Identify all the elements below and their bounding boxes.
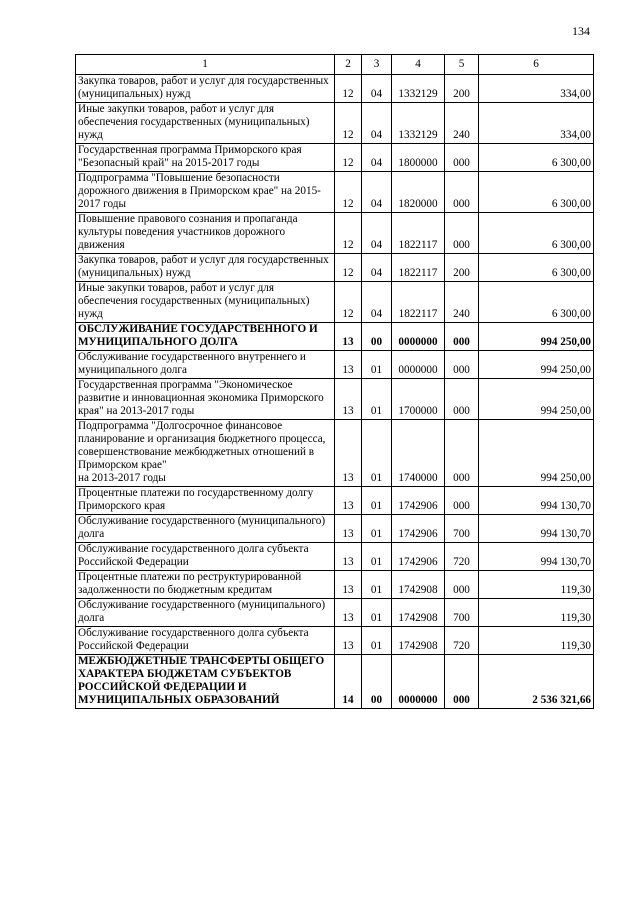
row-amount: 994 130,70 xyxy=(479,515,594,543)
row-subsection: 00 xyxy=(362,323,392,351)
row-amount: 994 250,00 xyxy=(479,420,594,487)
row-amount: 6 300,00 xyxy=(479,213,594,254)
row-target-code: 0000000 xyxy=(392,351,445,379)
row-expense-type: 720 xyxy=(445,543,479,571)
row-expense-type: 000 xyxy=(445,172,479,213)
row-amount: 119,30 xyxy=(479,571,594,599)
table-row xyxy=(76,571,594,599)
row-section: 13 xyxy=(335,515,362,543)
row-subsection: 01 xyxy=(362,571,392,599)
row-section: 13 xyxy=(335,543,362,571)
table-body xyxy=(76,75,594,709)
row-section: 13 xyxy=(335,599,362,627)
row-section: 12 xyxy=(335,103,362,144)
row-subsection: 01 xyxy=(362,420,392,487)
row-expense-type: 700 xyxy=(445,599,479,627)
row-section: 12 xyxy=(335,254,362,282)
page-number: 134 xyxy=(572,24,590,38)
row-subsection: 04 xyxy=(362,75,392,103)
header-col-2: 2 xyxy=(335,55,362,75)
row-amount: 994 250,00 xyxy=(479,379,594,420)
row-subsection: 04 xyxy=(362,254,392,282)
row-target-code: 1822117 xyxy=(392,254,445,282)
row-section: 13 xyxy=(335,627,362,655)
row-section: 13 xyxy=(335,571,362,599)
row-expense-type: 000 xyxy=(445,487,479,515)
row-subsection: 04 xyxy=(362,172,392,213)
table-row xyxy=(76,655,594,709)
row-name: Процентные платежи по государственному долгу Приморского края xyxy=(76,487,335,515)
row-target-code: 1742906 xyxy=(392,543,445,571)
row-section: 13 xyxy=(335,487,362,515)
row-expense-type: 000 xyxy=(445,351,479,379)
row-name: Повышение правового сознания и пропаганда культуры поведения участников дорожного движения xyxy=(76,213,335,254)
table-row xyxy=(76,351,594,379)
row-target-code: 0000000 xyxy=(392,655,445,709)
row-expense-type: 000 xyxy=(445,323,479,351)
row-name: МЕЖБЮДЖЕТНЫЕ ТРАНСФЕРТЫ ОБЩЕГО ХАРАКТЕРА БЮДЖЕТАМ СУБЪЕКТОВ РОССИЙСКОЙ ФЕДЕРАЦИИ И МУНИЦИПАЛЬНЫХ ОБРАЗОВАНИЙ xyxy=(76,655,335,709)
row-target-code: 1822117 xyxy=(392,213,445,254)
table-header xyxy=(76,55,594,75)
row-expense-type: 240 xyxy=(445,282,479,323)
table-row xyxy=(76,515,594,543)
row-expense-type: 200 xyxy=(445,75,479,103)
row-target-code: 1740000 xyxy=(392,420,445,487)
row-subsection: 04 xyxy=(362,144,392,172)
row-section: 14 xyxy=(335,655,362,709)
row-name: Обслуживание государственного внутреннего и муниципального долга xyxy=(76,351,335,379)
row-name: Подпрограмма "Повышение безопасности дорожного движения в Приморском крае" на 2015-2017 годы xyxy=(76,172,335,213)
row-name: Обслуживание государственного (муниципального) долга xyxy=(76,515,335,543)
row-amount: 6 300,00 xyxy=(479,282,594,323)
row-target-code: 1820000 xyxy=(392,172,445,213)
row-amount: 119,30 xyxy=(479,627,594,655)
row-section: 13 xyxy=(335,351,362,379)
row-amount: 6 300,00 xyxy=(479,144,594,172)
table-row xyxy=(76,487,594,515)
row-subsection: 04 xyxy=(362,103,392,144)
row-name: Обслуживание государственного долга субъекта Российской Федерации xyxy=(76,627,335,655)
row-section: 13 xyxy=(335,379,362,420)
row-amount: 994 250,00 xyxy=(479,351,594,379)
row-subsection: 04 xyxy=(362,213,392,254)
row-target-code: 1742908 xyxy=(392,571,445,599)
row-name: Государственная программа "Экономическое развитие и инновационная экономика Приморского края" на 2013-2017 годы xyxy=(76,379,335,420)
header-col-1: 1 xyxy=(76,55,335,75)
row-amount: 994 130,70 xyxy=(479,487,594,515)
row-amount: 6 300,00 xyxy=(479,172,594,213)
row-section: 13 xyxy=(335,323,362,351)
row-amount: 334,00 xyxy=(479,75,594,103)
budget-table xyxy=(75,54,594,709)
row-name: Подпрограмма "Долгосрочное финансовое планирование и организация бюджетного процесса, совершенствование межбюджетных отношений в Приморском крае" на 2013-2017 годы xyxy=(76,420,335,487)
row-subsection: 01 xyxy=(362,627,392,655)
row-expense-type: 000 xyxy=(445,379,479,420)
row-expense-type: 240 xyxy=(445,103,479,144)
row-subsection: 01 xyxy=(362,351,392,379)
header-col-6: 6 xyxy=(479,55,594,75)
row-name: Закупка товаров, работ и услуг для государственных (муниципальных) нужд xyxy=(76,75,335,103)
row-name: Иные закупки товаров, работ и услуг для обеспечения государственных (муниципальных) нужд xyxy=(76,103,335,144)
row-section: 13 xyxy=(335,420,362,487)
header-col-5: 5 xyxy=(445,55,479,75)
row-target-code: 1742908 xyxy=(392,599,445,627)
header-row xyxy=(76,55,594,75)
row-section: 12 xyxy=(335,75,362,103)
row-subsection: 01 xyxy=(362,379,392,420)
row-section: 12 xyxy=(335,144,362,172)
row-target-code: 1822117 xyxy=(392,282,445,323)
row-expense-type: 200 xyxy=(445,254,479,282)
header-col-4: 4 xyxy=(392,55,445,75)
table-row xyxy=(76,213,594,254)
row-amount: 994 250,00 xyxy=(479,323,594,351)
table-row xyxy=(76,420,594,487)
row-target-code: 1742906 xyxy=(392,515,445,543)
table-row xyxy=(76,75,594,103)
row-subsection: 01 xyxy=(362,599,392,627)
row-subsection: 04 xyxy=(362,282,392,323)
table-row xyxy=(76,172,594,213)
row-target-code: 1742906 xyxy=(392,487,445,515)
row-name: Государственная программа Приморского края "Безопасный край" на 2015-2017 годы xyxy=(76,144,335,172)
row-expense-type: 000 xyxy=(445,655,479,709)
row-target-code: 1800000 xyxy=(392,144,445,172)
row-name: Обслуживание государственного (муниципального) долга xyxy=(76,599,335,627)
row-target-code: 1742908 xyxy=(392,627,445,655)
table-row xyxy=(76,599,594,627)
row-target-code: 1332129 xyxy=(392,103,445,144)
row-subsection: 01 xyxy=(362,543,392,571)
table-row xyxy=(76,379,594,420)
row-name: Процентные платежи по реструктурированной задолженности по бюджетным кредитам xyxy=(76,571,335,599)
row-expense-type: 700 xyxy=(445,515,479,543)
row-expense-type: 720 xyxy=(445,627,479,655)
row-target-code: 0000000 xyxy=(392,323,445,351)
row-expense-type: 000 xyxy=(445,213,479,254)
row-target-code: 1332129 xyxy=(392,75,445,103)
row-amount: 6 300,00 xyxy=(479,254,594,282)
table-row xyxy=(76,254,594,282)
row-subsection: 01 xyxy=(362,487,392,515)
row-amount: 994 130,70 xyxy=(479,543,594,571)
row-target-code: 1700000 xyxy=(392,379,445,420)
row-name: Обслуживание государственного долга субъекта Российской Федерации xyxy=(76,543,335,571)
row-section: 12 xyxy=(335,213,362,254)
row-subsection: 01 xyxy=(362,515,392,543)
row-expense-type: 000 xyxy=(445,420,479,487)
row-expense-type: 000 xyxy=(445,144,479,172)
row-name: ОБСЛУЖИВАНИЕ ГОСУДАРСТВЕННОГО И МУНИЦИПАЛЬНОГО ДОЛГА xyxy=(76,323,335,351)
table-row xyxy=(76,144,594,172)
row-subsection: 00 xyxy=(362,655,392,709)
row-section: 12 xyxy=(335,172,362,213)
header-col-3: 3 xyxy=(362,55,392,75)
table-row xyxy=(76,627,594,655)
row-name: Иные закупки товаров, работ и услуг для обеспечения государственных (муниципальных) нужд xyxy=(76,282,335,323)
row-amount: 2 536 321,66 xyxy=(479,655,594,709)
table-row xyxy=(76,103,594,144)
row-amount: 119,30 xyxy=(479,599,594,627)
row-name: Закупка товаров, работ и услуг для государственных (муниципальных) нужд xyxy=(76,254,335,282)
row-amount: 334,00 xyxy=(479,103,594,144)
table-row xyxy=(76,282,594,323)
table-row xyxy=(76,323,594,351)
row-section: 12 xyxy=(335,282,362,323)
row-expense-type: 000 xyxy=(445,571,479,599)
table-row xyxy=(76,543,594,571)
